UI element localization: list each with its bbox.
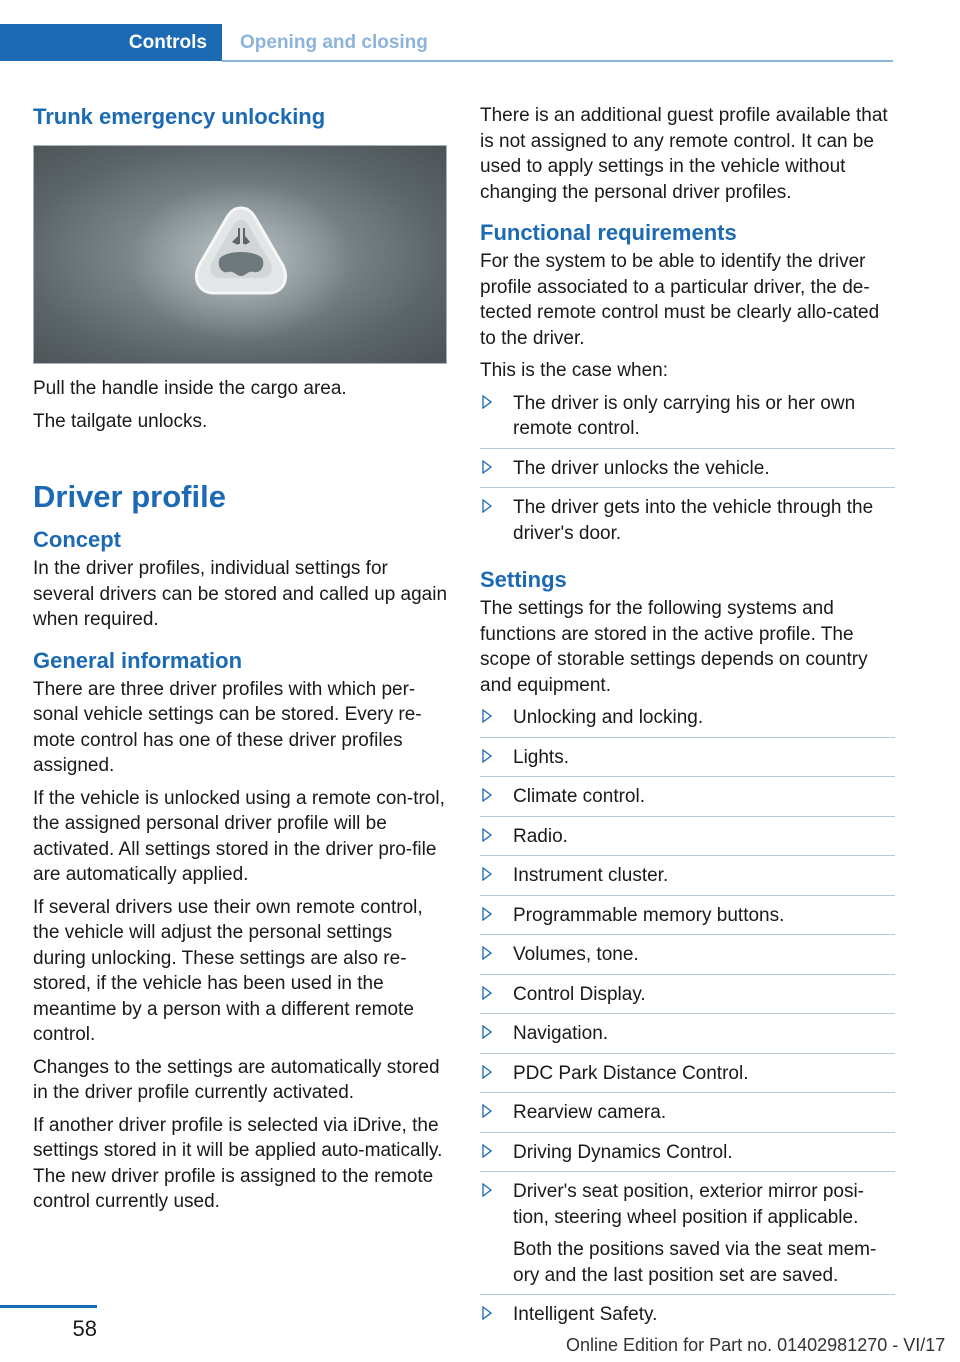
functional-requirements-heading: Functional requirements — [480, 220, 737, 245]
list-item: Intelligent Safety. — [480, 1302, 895, 1334]
bullet-triangle-icon — [482, 749, 492, 763]
tab-opening-and-closing[interactable]: Opening and closing — [240, 31, 428, 53]
list-item: Lights. — [480, 745, 895, 778]
edition-footer: Online Edition for Part no. 01402981270 - VI/17 — [566, 1335, 946, 1355]
bullet-triangle-icon — [482, 1065, 492, 1079]
bullet-triangle-icon — [482, 1104, 492, 1118]
general-info-paragraph-3: If several drivers use their own remote control, the vehicle will adjust the personal settings during unlocking. These settings are also re-stored, if the vehicle has been used in the meantime by a person with a different remote control. — [33, 896, 423, 1045]
list-item: Unlocking and locking. — [480, 705, 895, 738]
left-column — [33, 103, 448, 1222]
list-item: Programmable memory buttons. — [480, 903, 895, 936]
header-bar — [0, 24, 893, 61]
bullet-triangle-icon — [482, 460, 492, 474]
general-information-heading: General information — [33, 647, 243, 673]
case-intro-text: This is the case when: — [480, 360, 668, 381]
bullet-triangle-icon — [482, 1183, 492, 1197]
bullet-triangle-icon — [482, 1306, 492, 1320]
list-item: Driving Dynamics Control. — [480, 1140, 895, 1173]
bullet-triangle-icon — [482, 867, 492, 881]
list-item: Climate control. — [480, 784, 895, 817]
trunk-emergency-heading: Trunk emergency unlocking — [33, 104, 326, 129]
list-item: The driver is only carrying his or her own remote control. — [480, 391, 895, 449]
bullet-triangle-icon — [482, 788, 492, 802]
bullet-triangle-icon — [482, 499, 492, 513]
bullet-triangle-icon — [482, 395, 492, 409]
guest-profile-text: There is an additional guest profile available that is not assigned to any remote control. It can be used to apply settings in the vehicle without changing the personal driver profiles. — [480, 105, 888, 203]
general-info-paragraph-1: There are three driver profiles with which per-sonal vehicle settings can be stored. Every re-mote control has one of these driver profiles assigned. — [33, 678, 422, 776]
bullet-triangle-icon — [482, 907, 492, 921]
list-item: Driver's seat position, exterior mirror posi-tion, steering wheel position if applicable. Both the positions saved via the seat mem-ory and the last position set are saved. — [480, 1179, 895, 1295]
tab-controls[interactable]: Controls — [0, 24, 222, 61]
general-info-paragraph-5: If another driver profile is selected via iDrive, the settings stored in it will be applied auto-matically. The new driver profile is assigned to the remote control currently used. — [33, 1114, 443, 1212]
list-item: Instrument cluster. — [480, 863, 895, 896]
bullet-triangle-icon — [482, 946, 492, 960]
settings-heading: Settings — [480, 567, 567, 592]
page-number: 58 — [72, 1316, 97, 1341]
concept-heading: Concept — [33, 527, 121, 552]
list-item: PDC Park Distance Control. — [480, 1061, 895, 1094]
list-item: Control Display. — [480, 982, 895, 1015]
list-item: Rearview camera. — [480, 1100, 895, 1133]
header-divider — [222, 60, 893, 62]
concept-text: In the driver profiles, individual settings for several drivers can be stored and called up again when required. — [33, 558, 448, 630]
list-item: The driver gets into the vehicle through the driver's door. — [480, 495, 895, 552]
right-column — [480, 103, 895, 1341]
seat-memory-note: Both the positions saved via the seat mem-ory and the last position set are saved. — [513, 1239, 877, 1286]
list-item: The driver unlocks the vehicle. — [480, 456, 895, 489]
trunk-step-2: The tailgate unlocks. — [33, 410, 208, 432]
list-item: Radio. — [480, 824, 895, 857]
trunk-handle-figure — [33, 145, 447, 364]
bullet-triangle-icon — [482, 709, 492, 723]
list-item: Volumes, tone. — [480, 942, 895, 975]
footer-divider — [0, 1305, 97, 1308]
trunk-step-1: Pull the handle inside the cargo area. — [33, 378, 347, 399]
bullet-triangle-icon — [482, 828, 492, 842]
settings-list — [480, 705, 895, 1334]
bullet-triangle-icon — [482, 1025, 492, 1039]
functional-requirements-text: For the system to be able to identify the driver profile associated to a particular driver, the de-tected remote control must be clearly allo-cated to the driver. — [480, 251, 880, 349]
bullet-triangle-icon — [482, 1144, 492, 1158]
list-item: Navigation. — [480, 1021, 895, 1054]
driver-profile-title: Driver profile — [33, 479, 226, 514]
general-info-paragraph-4: Changes to the settings are automatically stored in the driver profile currently activated. — [33, 1056, 440, 1103]
general-info-paragraph-2: If the vehicle is unlocked using a remote con-trol, the assigned personal driver profile will be activated. All settings stored in the driver pro-file are automatically applied. — [33, 787, 445, 885]
bullet-triangle-icon — [482, 986, 492, 1000]
settings-text: The settings for the following systems and functions are stored in the active profile. The scope of storable settings depends on country and equipment. — [480, 598, 868, 696]
conditions-list — [480, 391, 895, 553]
emergency-handle-icon — [34, 146, 448, 365]
